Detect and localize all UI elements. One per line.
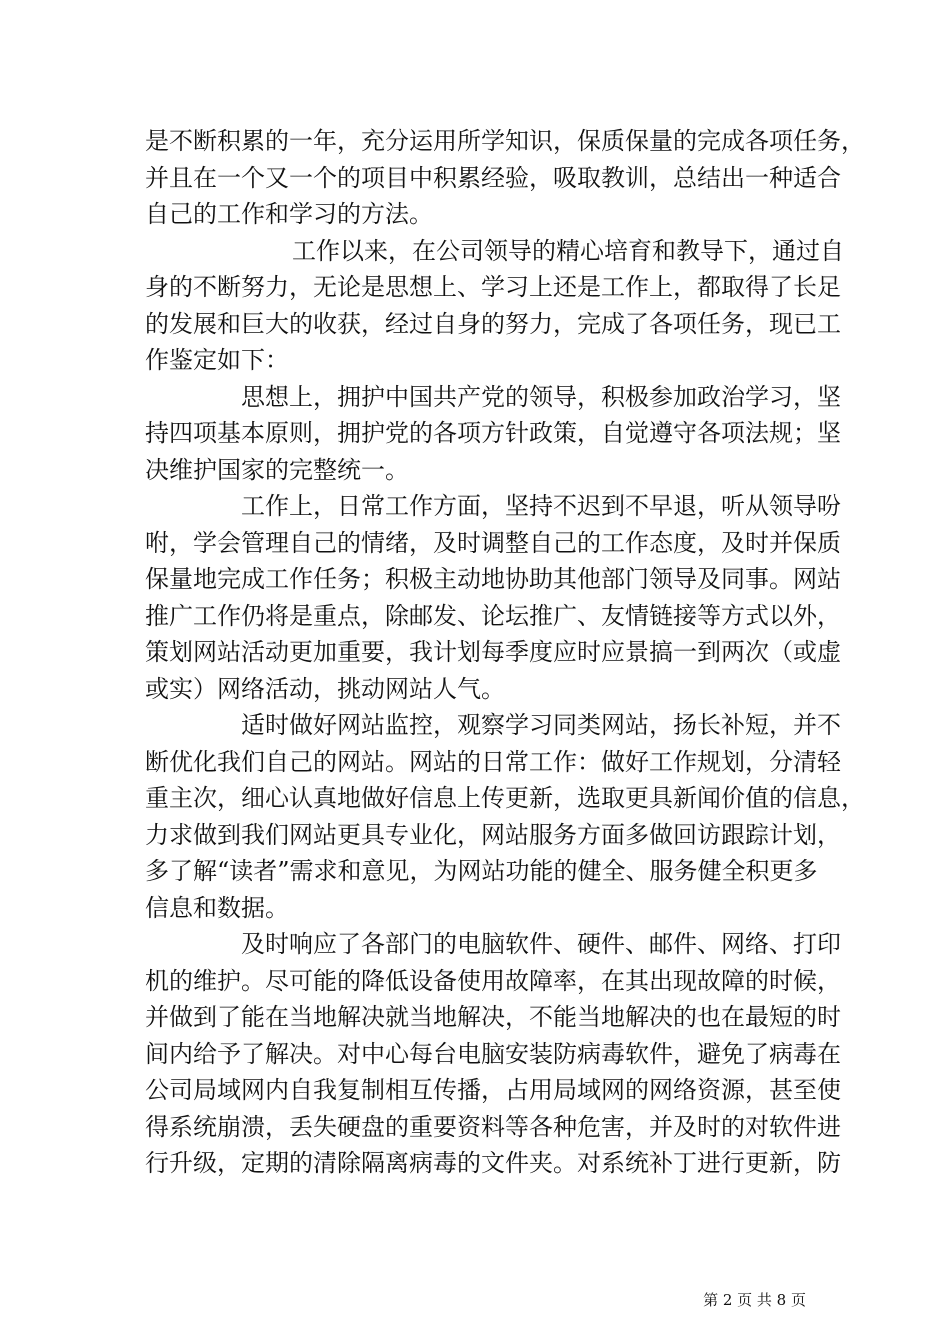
text-line: 力求做到我们网站更具专业化，网站服务方面多做回访跟踪计划， bbox=[145, 820, 841, 849]
text-line: 公司局域网内自我复制相互传播，占用局域网的网络资源，甚至使 bbox=[145, 1076, 841, 1104]
paragraph-1 bbox=[145, 123, 865, 233]
text-line: 工作上，日常工作方面，坚持不迟到不早退，听从领导吩 bbox=[241, 492, 841, 520]
text-line: 工作以来，在公司领导的精心培育和教导下，通过自 bbox=[292, 236, 844, 265]
text-line: 并做到了能在当地解决就当地解决，不能当地解决的也在最短的时 bbox=[145, 1003, 841, 1031]
text-line: 或实）网络活动，挑动网站人气。 bbox=[145, 674, 505, 703]
body-text bbox=[145, 123, 865, 1182]
text-line: 咐，学会管理自己的情绪，及时调整自己的工作态度，及时并保质 bbox=[145, 528, 841, 557]
text-line: 得系统崩溃，丢失硬盘的重要资料等各种危害，并及时的对软件进 bbox=[145, 1112, 841, 1141]
paragraph-2 bbox=[145, 233, 844, 379]
text-line: 并且在一个又一个的项目中积累经验，吸取教训，总结出一种适合 bbox=[145, 163, 841, 192]
text-line: 思想上，拥护中国共产党的领导，积极参加政治学习，坚 bbox=[241, 382, 841, 411]
text-line: 及时响应了各部门的电脑软件、硬件、邮件、网络、打印 bbox=[241, 930, 841, 958]
text-line: 身的不断努力，无论是思想上、学习上还是工作上，都取得了长足 bbox=[145, 273, 841, 301]
paragraph-6 bbox=[145, 926, 841, 1182]
text-line: 是不断积累的一年，充分运用所学知识，保质保量的完成各项任务， bbox=[145, 127, 865, 155]
text-line: 多了解“读者”需求和意见，为网站功能的健全、服务健全积更多 bbox=[145, 857, 818, 885]
paragraph-3 bbox=[145, 379, 841, 489]
text-line: 行升级，定期的清除隔离病毒的文件夹。对系统补丁进行更新，防 bbox=[145, 1149, 841, 1177]
text-line: 适时做好网站监控，观察学习同类网站，扬长补短，并不 bbox=[241, 711, 841, 739]
text-line: 信息和数据。 bbox=[145, 893, 289, 922]
text-line: 的发展和巨大的收获，经过自身的努力，完成了各项任务，现已工 bbox=[145, 309, 841, 338]
text-line: 重主次，细心认真地做好信息上传更新，选取更具新闻价值的信息， bbox=[145, 784, 865, 812]
text-line: 机的维护。尽可能的降低设备使用故障率，在其出现故障的时候， bbox=[145, 966, 841, 995]
text-line: 持四项基本原则，拥护党的各项方针政策，自觉遵守各项法规；坚 bbox=[145, 419, 841, 447]
text-line: 决维护国家的完整统一。 bbox=[145, 455, 409, 484]
page-number: 第 2 页 共 8 页 bbox=[703, 1291, 806, 1309]
text-line: 策划网站活动更加重要，我计划每季度应时应景搞一到两次（或虚 bbox=[145, 638, 841, 666]
paragraph-5 bbox=[145, 707, 865, 926]
text-line: 推广工作仍将是重点，除邮发、论坛推广、友情链接等方式以外， bbox=[145, 601, 841, 630]
paragraph-4 bbox=[145, 488, 841, 707]
text-line: 作鉴定如下： bbox=[145, 346, 289, 374]
text-line: 断优化我们自己的网站。网站的日常工作：做好工作规划，分清轻 bbox=[145, 747, 841, 776]
text-line: 保量地完成工作任务；积极主动地协助其他部门领导及同事。网站 bbox=[145, 565, 841, 593]
text-line: 自己的工作和学习的方法。 bbox=[145, 200, 433, 228]
text-line: 间内给予了解决。对中心每台电脑安装防病毒软件，避免了病毒在 bbox=[145, 1039, 841, 1068]
